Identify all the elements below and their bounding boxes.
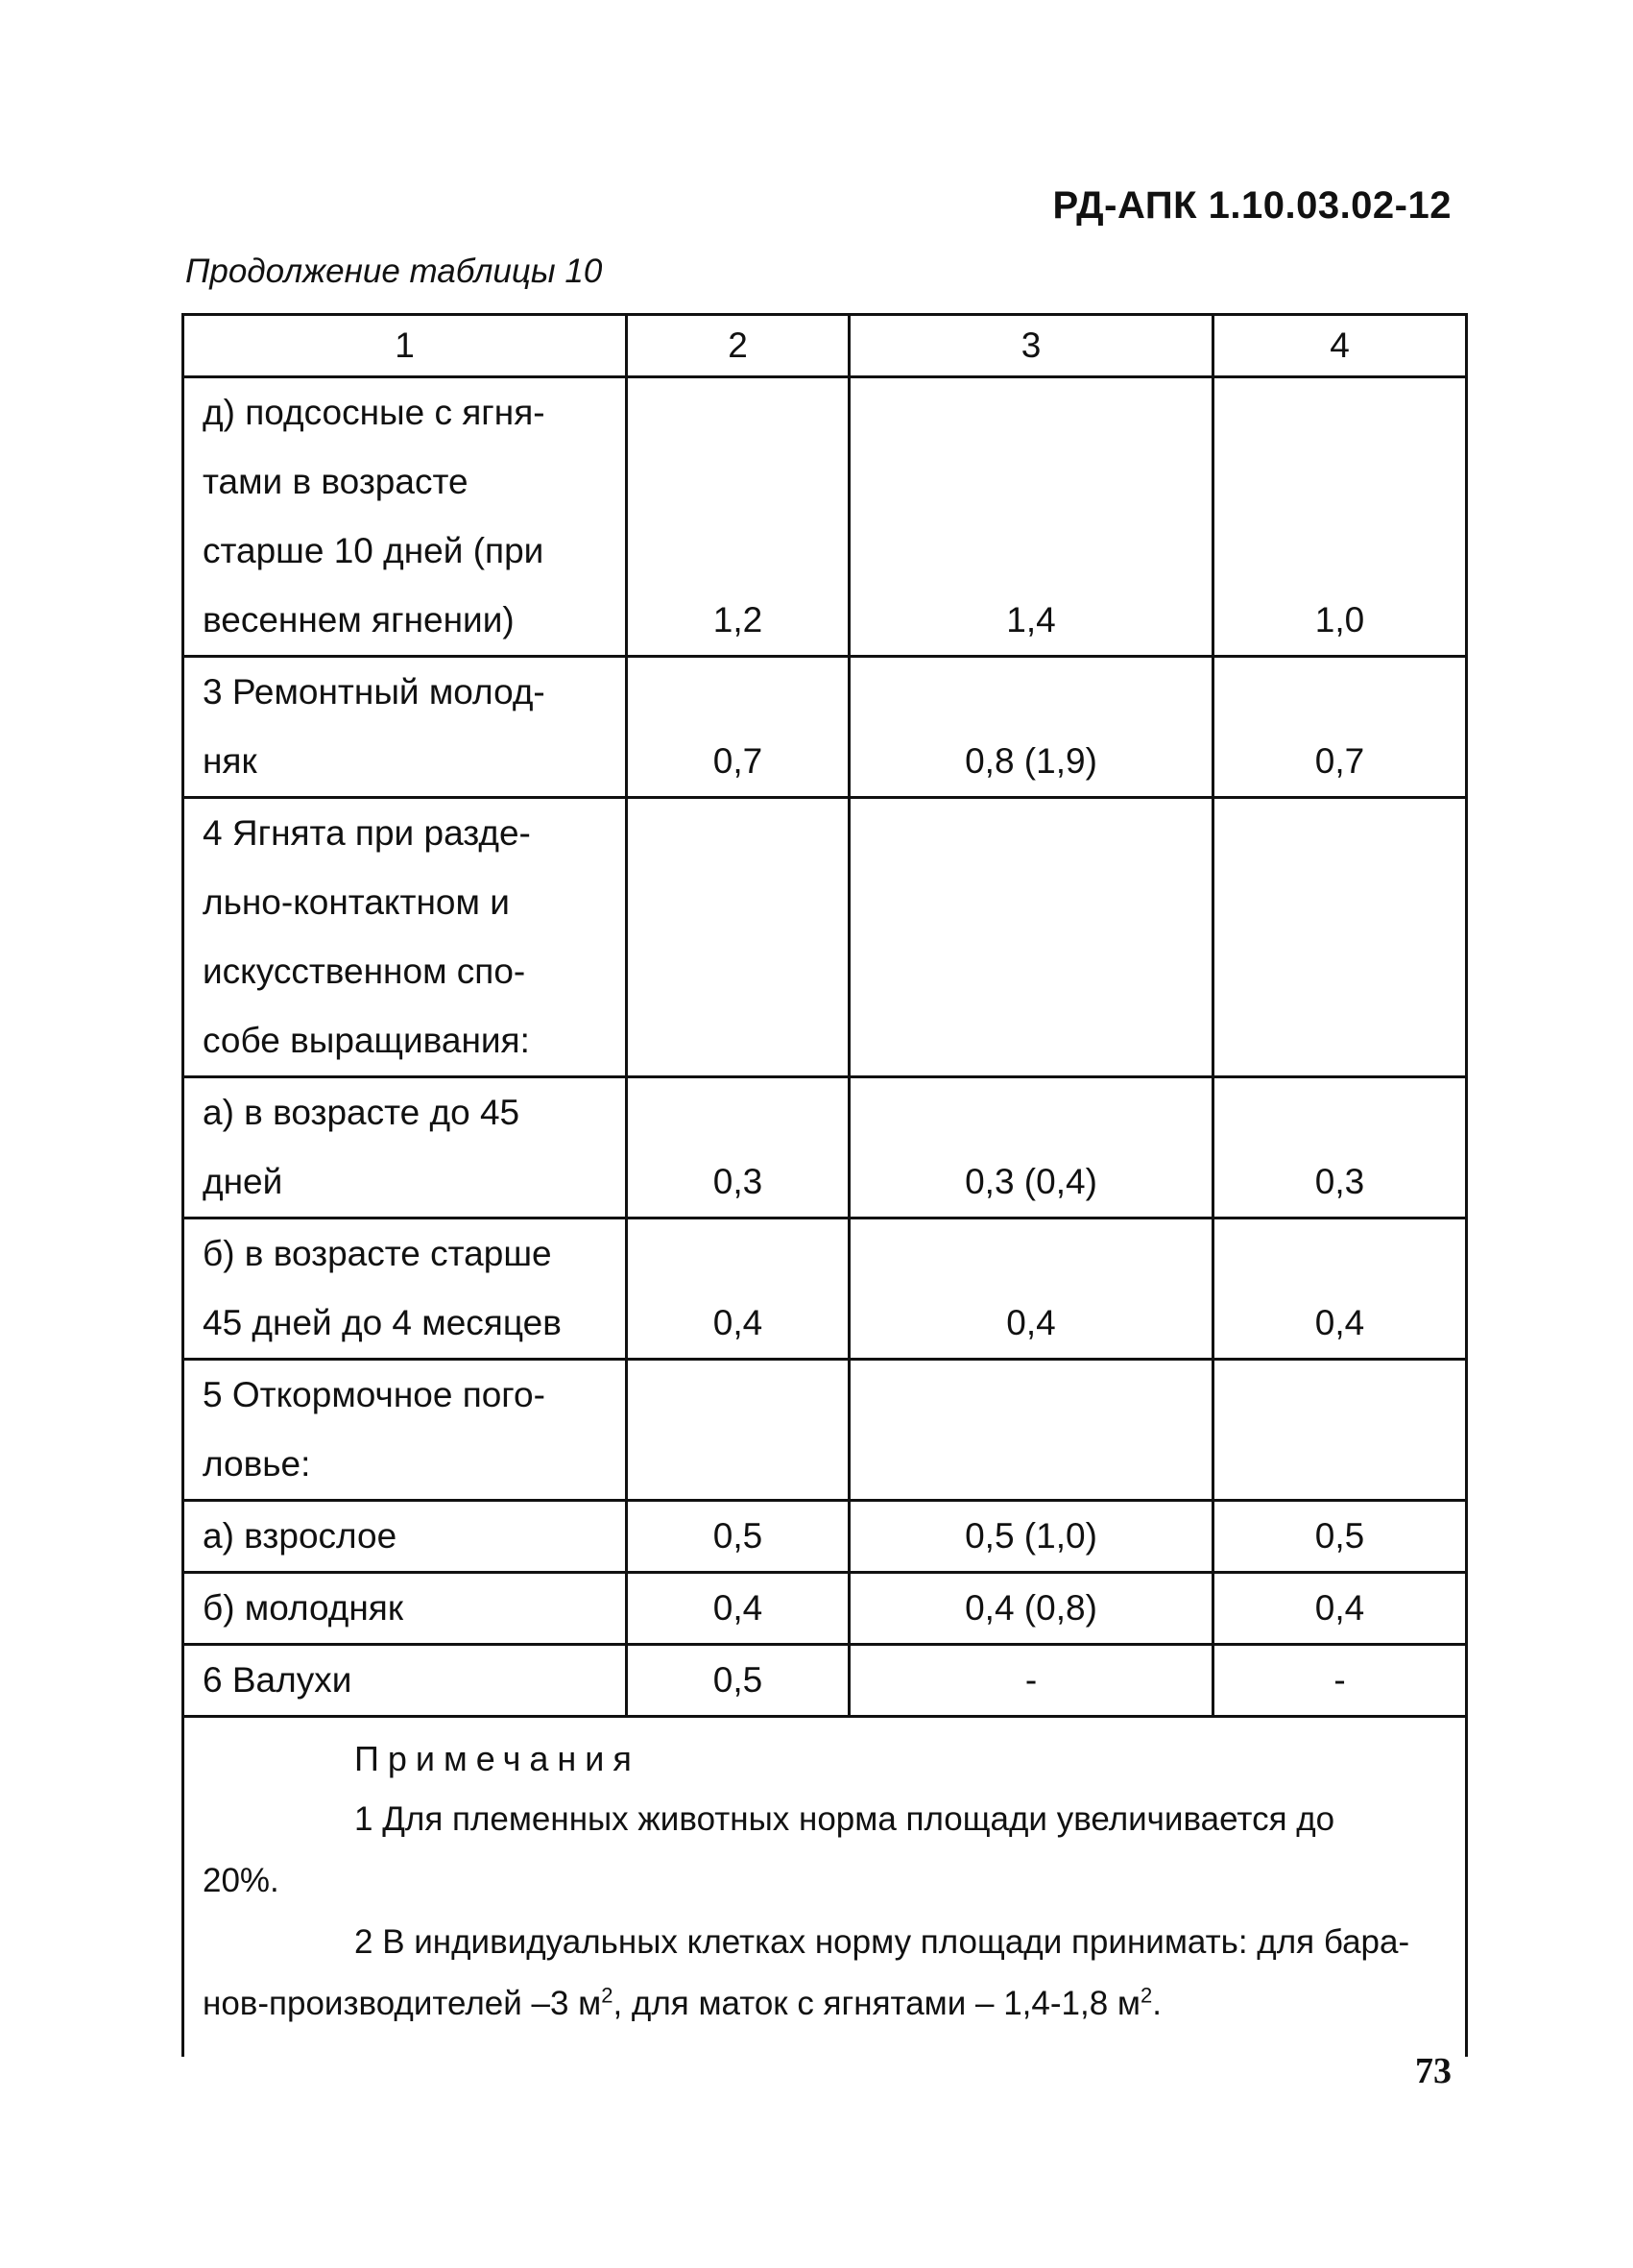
row-label-line: дней	[203, 1162, 283, 1201]
table-row	[183, 1218, 1467, 1360]
value-cell: 0,4 (0,8)	[850, 1573, 1213, 1645]
value-cell	[1213, 1360, 1467, 1501]
value-cell: -	[850, 1645, 1213, 1717]
row-label-line: 6 Валухи	[203, 1660, 352, 1700]
value-cell: 0,3	[1213, 1077, 1467, 1218]
value-cell	[850, 1360, 1213, 1501]
row-label-line: собе выращивания:	[203, 1021, 530, 1060]
value-cell: 0,8 (1,9)	[850, 657, 1213, 798]
row-label	[183, 657, 627, 798]
row-label	[183, 1645, 627, 1717]
table-row	[183, 1360, 1467, 1501]
page-number: 73	[1415, 2051, 1452, 2091]
value-cell	[627, 1360, 850, 1501]
value-cell: 0,4	[627, 1218, 850, 1360]
row-label-line: ловье:	[203, 1444, 311, 1484]
row-label	[183, 1077, 627, 1218]
row-label-line: 5 Откормочное пого-	[203, 1375, 545, 1414]
row-label	[183, 377, 627, 657]
value-cell: 0,5 (1,0)	[850, 1501, 1213, 1573]
table-row	[183, 657, 1467, 798]
row-label-line: няк	[203, 741, 257, 781]
row-label-line: льно-контактном и	[203, 882, 510, 922]
table-row	[183, 1645, 1467, 1717]
value-cell: 0,3	[627, 1077, 850, 1218]
row-label-line: д) подсосные с ягня-	[203, 393, 545, 432]
value-cell	[850, 798, 1213, 1077]
table-row	[183, 1501, 1467, 1573]
value-cell: 0,5	[1213, 1501, 1467, 1573]
value-cell: 0,7	[627, 657, 850, 798]
document-code: РД-АПК 1.10.03.02-12	[1052, 184, 1452, 227]
note-2-continuation: нов-производителей –3 $м^2$, для маток с ягнятами – 1,4-1,8 $м^2$.	[203, 1983, 1162, 2022]
row-label-line: а) в возрасте до 45	[203, 1093, 520, 1132]
row-label-line: б) молодняк	[203, 1588, 404, 1628]
notes-title: Примечания	[354, 1739, 640, 1778]
value-cell: 0,4	[1213, 1573, 1467, 1645]
value-cell	[627, 798, 850, 1077]
value-cell: 0,4	[627, 1573, 850, 1645]
value-cell: 0,3 (0,4)	[850, 1077, 1213, 1218]
column-header: 1	[183, 315, 627, 377]
row-label	[183, 1360, 627, 1501]
value-cell: 1,0	[1213, 377, 1467, 657]
value-cell: 0,4	[1213, 1218, 1467, 1360]
table-row	[183, 377, 1467, 657]
value-cell: 0,7	[1213, 657, 1467, 798]
row-label-line: искусственном спо-	[203, 952, 526, 991]
row-label-line: 4 Ягнята при разде-	[203, 813, 531, 853]
row-label	[183, 1573, 627, 1645]
row-label-line: 45 дней до 4 месяцев	[203, 1303, 562, 1342]
value-cell: -	[1213, 1645, 1467, 1717]
row-label-line: тами в возрасте	[203, 462, 468, 501]
row-label-line: а) взрослое	[203, 1516, 397, 1556]
value-cell: 0,5	[627, 1501, 850, 1573]
row-label	[183, 1218, 627, 1360]
row-label	[183, 798, 627, 1077]
note-1: 1 Для племенных животных норма площади увеличивается до	[354, 1800, 1335, 1838]
note-2: 2 В индивидуальных клетках норму площади принимать: для бара-	[354, 1923, 1410, 1961]
notes-row	[183, 1717, 1467, 2058]
table-body	[183, 377, 1467, 1717]
table-header-row	[183, 315, 1467, 377]
row-label-line: б) в возрасте старше	[203, 1234, 552, 1273]
value-cell: 0,4	[850, 1218, 1213, 1360]
value-cell: 0,5	[627, 1645, 850, 1717]
notes-cell	[183, 1717, 1467, 2058]
table-row	[183, 1077, 1467, 1218]
note-1-continuation: 20%.	[203, 1862, 279, 1899]
table-row	[183, 1573, 1467, 1645]
column-header: 3	[850, 315, 1213, 377]
table-caption: Продолжение таблицы 10	[185, 253, 603, 290]
value-cell	[1213, 798, 1467, 1077]
norms-table	[181, 313, 1468, 2057]
row-label-line: весеннем ягнении)	[203, 600, 515, 639]
row-label-line: 3 Ремонтный молод-	[203, 672, 545, 712]
row-label	[183, 1501, 627, 1573]
value-cell: 1,4	[850, 377, 1213, 657]
row-label-line: старше 10 дней (при	[203, 531, 544, 570]
value-cell: 1,2	[627, 377, 850, 657]
column-header: 4	[1213, 315, 1467, 377]
column-header: 2	[627, 315, 850, 377]
table-row	[183, 798, 1467, 1077]
